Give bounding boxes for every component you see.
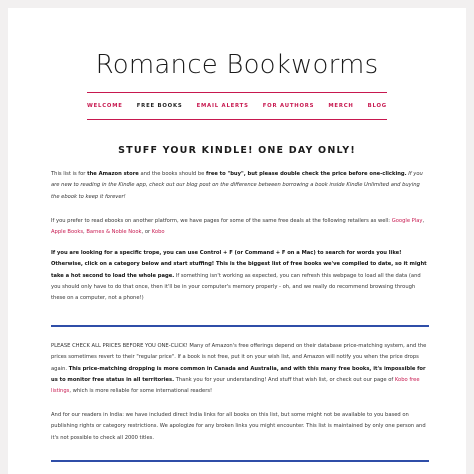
intro-price-warning: free to "buy", but please double check the price before one-clicking. [206,171,407,177]
intro-store: the Amazon store [87,171,139,177]
notice-text-3: , which is more reliable for some international readers! [69,388,213,395]
platforms-text: If you prefer to read ebooks on another platform, we have pages for some of the same free deals at the following retailers as well: [51,218,392,224]
intro-paragraph [51,169,429,203]
search-tip-text: If something isn't working as expected, you can refresh this webpage to load all the data (and you should only have to do that once, then it'll be in your computer's memory properly - oh, and we really do recommend browsing through these on a computer, not a phone!) [51,272,421,302]
page-headline: STUFF YOUR KINDLE! ONE DAY ONLY! [118,145,356,156]
nav-item-for-authors[interactable]: FOR AUTHORS [262,103,315,109]
nav-item-blog[interactable]: BLOG [367,103,387,109]
kobo-free-listings-link[interactable]: Kobo free listings [51,376,420,395]
nav-item-merch[interactable]: MERCH [328,103,354,109]
platforms-sep-2: , [83,229,87,236]
kobo-link[interactable]: Kobo [151,229,165,236]
notice-bold: This price-matching dropping is more common in Canada and Australia, and with this many free books, it's impossible for us to monitor free status in all territories. [51,365,426,383]
intro-kindle-note: If you are new to reading in the Kindle app, check out our blog post on the difference between borrowing a book inside Kindle Unlimited and buying the ebook to keep it forever! [51,171,423,200]
platforms-sep-1: , [422,218,425,224]
intro-text-2: and the books should be [138,171,206,177]
platforms-or: , or [141,229,152,236]
notice-text-2: Thank you for your understanding! And stuff that wish list, or check out our page of [174,376,395,383]
search-tip-paragraph [51,248,429,304]
nav-item-welcome[interactable]: WELCOME [87,103,123,109]
section-divider-bottom [51,460,429,462]
price-notice-paragraph [51,341,429,397]
page-card [8,8,466,474]
google-play-link[interactable]: Google Play [391,218,423,224]
nav-top-divider [87,92,387,93]
barnes-noble-link[interactable]: Barnes & Noble Nook [86,229,142,236]
intro-text: This list is for [51,171,88,177]
search-tip-bold: If you are looking for a specific trope, you can use Control + F (or Command + F on a Mac) to search for words you like! Otherwise, click on a category below and start stuffing! This is the biggest list of free books we've compiled to date, so it might take a hot second to load the whole page. [51,250,427,279]
apple-books-link[interactable]: Apple Books [51,229,84,236]
main-nav [87,98,387,114]
platforms-paragraph [51,216,429,239]
section-divider [51,325,429,327]
notice-text: PLEASE CHECK ALL PRICES BEFORE YOU ONE-CLICK! Many of Amazon's free offerings depend on their database price-matching system, and the prices sometimes revert to their "regular price". If a book is not free, put it on your wish list, and Amazon will notify you when the price drops again. [51,343,427,372]
india-paragraph [51,410,429,444]
india-text: And for our readers in India: we have included direct India links for all books on this list, but some might not be available to you based on publishing rights or category restrictions. We apologize for any broken links you might encounter. This list is maintained by only one person and it's not possible to check all 2000 titles. [51,412,426,441]
site-title[interactable]: Romance Bookworms [95,50,379,80]
nav-bottom-divider [87,119,387,120]
nav-item-email-alerts[interactable]: EMAIL ALERTS [196,103,249,109]
nav-item-free-books[interactable]: FREE BOOKS [136,103,183,109]
